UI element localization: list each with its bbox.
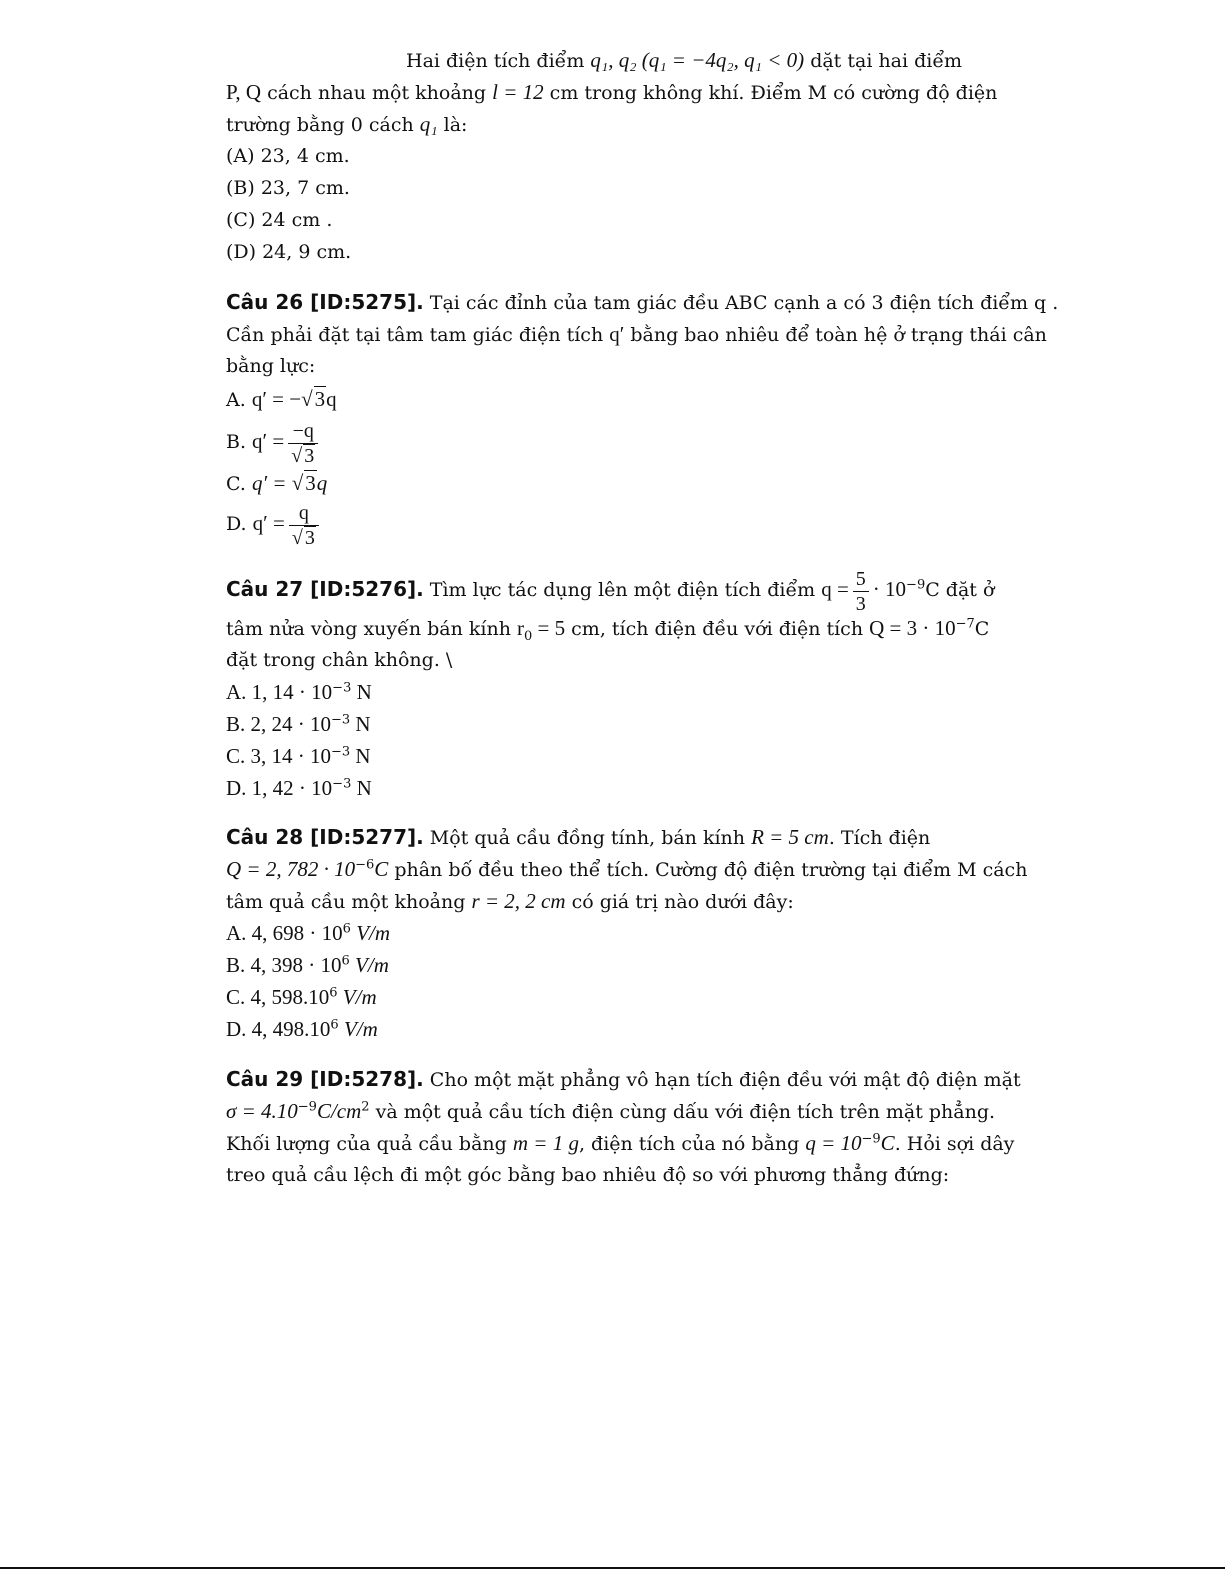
q29-text: Cho một mặt phẳng vô hạn tích điện đều với mật độ điện mặt	[423, 1069, 1021, 1091]
unit: C	[374, 857, 389, 881]
q26-line-2	[226, 320, 1047, 349]
q26-math: q′	[609, 322, 625, 346]
q28-option-d	[226, 1015, 378, 1044]
exponent: −3	[331, 744, 351, 760]
q26-math: q	[326, 387, 337, 411]
unit: N	[350, 744, 371, 768]
q29-math: q = 10	[805, 1131, 862, 1155]
option-label: D.	[226, 513, 253, 535]
q29-text: . Hỏi sợi dây	[894, 1133, 1015, 1155]
q29-line-1	[226, 1065, 1021, 1094]
option-value: B. 2, 24 · 10	[226, 712, 331, 736]
q29-line-2	[226, 1097, 995, 1126]
q26-math: q′ =	[252, 511, 285, 535]
q25-math: q₁	[419, 112, 438, 136]
exponent: −9	[906, 577, 926, 593]
q29-heading: Câu 29 [ID:5278].	[226, 1067, 424, 1091]
unit: C/cm	[316, 1099, 362, 1123]
option-value: C. 4, 598.10	[226, 985, 330, 1009]
fraction-denominator: √ 3	[291, 444, 315, 467]
q28-option-c	[226, 983, 377, 1012]
q27-text: C	[974, 618, 990, 640]
option-value: B. 4, 398 · 10	[226, 953, 342, 977]
option-value: A. 1, 14 · 10	[226, 680, 333, 704]
unit: N	[351, 776, 372, 800]
q28-math: Q = 2, 782 · 10	[226, 857, 356, 881]
q25-math: P, Q	[226, 80, 262, 104]
q27-option-d	[226, 774, 372, 803]
fraction	[288, 419, 318, 468]
q27-math: Q = 3 · 10	[869, 616, 956, 640]
sqrt-radicand: 3	[304, 444, 315, 467]
q25-option-d: (D) 24, 9 cm.	[226, 241, 352, 263]
q27-text: cm, tích điện đều với điện tích	[565, 618, 870, 640]
page-bottom-rule	[0, 1567, 1225, 1569]
option-value: C. 3, 14 · 10	[226, 744, 331, 768]
q29-text: và một quả cầu tích điện cùng dấu với điện tích trên mặt phẳng.	[369, 1101, 996, 1123]
exponent: 6	[330, 1017, 339, 1033]
q27-text: C đặt ở	[925, 579, 995, 601]
q28-line-1	[226, 823, 930, 852]
sqrt-radicand: 3	[314, 387, 326, 411]
fraction	[289, 501, 319, 550]
unit: V/m	[350, 921, 391, 945]
fraction-denominator: √ 3	[291, 526, 315, 549]
q27-option-c	[226, 742, 371, 771]
q26-line-3: bằng lực:	[226, 355, 316, 377]
q26-option-d	[226, 496, 323, 551]
q28-heading: Câu 28 [ID:5277].	[226, 825, 424, 849]
q27-line-3: đặt trong chân không. \	[226, 649, 453, 671]
q29-text: , điện tích của nó bằng	[578, 1133, 806, 1155]
exponent: 6	[329, 985, 338, 1001]
exponent: 6	[342, 921, 351, 937]
q25-line-1	[406, 46, 962, 75]
unit: V/m	[349, 953, 389, 977]
exponent: 6	[341, 953, 350, 969]
q27-line-1	[226, 562, 994, 617]
q25-text: Hai điện tích điểm	[406, 50, 591, 72]
q27-option-b	[226, 710, 371, 739]
q29-line-3	[226, 1129, 1014, 1158]
q25-math: l = 12	[492, 80, 544, 104]
exponent: 2	[361, 1099, 370, 1115]
q26-math: q′ =	[251, 471, 292, 495]
subscript: 0	[524, 628, 533, 644]
unit: C	[880, 1131, 895, 1155]
exponent: −9	[297, 1099, 317, 1115]
q28-option-b	[226, 951, 389, 980]
exponent: −9	[861, 1131, 881, 1147]
exponent: −6	[355, 857, 375, 873]
fraction-denominator: 3	[855, 592, 866, 615]
sqrt-symbol: √3	[301, 387, 326, 411]
q25-text: dặt tại hai điểm	[804, 50, 963, 72]
q25-text: trường bằng 0 cách	[226, 114, 420, 136]
q29-line-4: treo quả cầu lệch đi một góc bằng bao nhiêu độ so với phương thẳng đứng:	[226, 1164, 950, 1186]
q28-text: có giá trị nào dưới đây:	[565, 891, 794, 913]
q27-heading: Câu 27 [ID:5276].	[226, 577, 424, 601]
fraction-numerator: 5	[853, 567, 869, 592]
option-label: B.	[226, 431, 253, 453]
q27-math: q =	[821, 577, 849, 601]
fraction-numerator: −q	[288, 419, 318, 444]
sqrt-radicand: 3	[304, 526, 315, 549]
q25-text: là:	[437, 114, 468, 136]
q28-text: . Tích điện	[828, 827, 931, 849]
unit: V/m	[338, 1017, 378, 1041]
option-label: C.	[226, 473, 252, 495]
q26-text: Tại các đỉnh của tam giác đều ABC cạnh a có 3 điện tích điểm q .	[423, 292, 1059, 314]
q26-option-c	[226, 469, 327, 498]
fraction	[853, 567, 869, 616]
q25-option-b: (B) 23, 7 cm.	[226, 177, 350, 199]
q27-math: = 5	[532, 616, 566, 640]
q25-text: cách nhau một khoảng	[261, 82, 493, 104]
q27-text: Tìm lực tác dụng lên một điện tích điểm	[423, 579, 822, 601]
q26-line-1	[226, 288, 1058, 317]
exponent: −3	[332, 680, 352, 696]
fraction-numerator: q	[289, 501, 319, 526]
option-value: D. 1, 42 · 10	[226, 776, 333, 800]
q26-text: bằng bao nhiêu để toàn hệ ở trạng thái cân	[624, 324, 1047, 346]
q26-math: q	[316, 471, 328, 495]
q25-text: cm trong không khí. Điểm M có cường độ điện	[543, 82, 998, 104]
q27-option-a	[226, 678, 372, 707]
q28-line-3	[226, 887, 794, 916]
option-label: A.	[226, 389, 252, 411]
q28-math: R = 5 cm	[751, 825, 829, 849]
option-value: D. 4, 498.10	[226, 1017, 331, 1041]
q27-text: tâm nửa vòng xuyến bán kính	[226, 618, 517, 640]
q28-text: phân bố đều theo thể tích. Cường độ điện trường tại điểm M cách	[388, 859, 1028, 881]
q27-line-2	[226, 614, 989, 643]
exponent: −7	[955, 616, 975, 632]
q28-line-2	[226, 855, 1027, 884]
unit: N	[350, 712, 371, 736]
q28-text: Một quả cầu đồng tính, bán kính	[423, 827, 752, 849]
sqrt-symbol: √3	[291, 471, 316, 495]
q29-text: Khối lượng của quả cầu bằng	[226, 1133, 513, 1155]
q25-line-2	[226, 78, 997, 107]
q29-math: m = 1 g	[512, 1131, 579, 1155]
q25-line-3	[226, 110, 467, 139]
q27-math: r	[517, 616, 524, 640]
q28-option-a	[226, 919, 390, 948]
option-value: A. 4, 698 · 10	[226, 921, 343, 945]
q28-math: r = 2, 2 cm	[471, 889, 566, 913]
exponent: −3	[331, 712, 351, 728]
q25-option-a: (A) 23, 4 cm.	[226, 145, 350, 167]
exponent: −3	[332, 776, 352, 792]
q29-math: σ = 4.10	[226, 1099, 298, 1123]
q26-option-b	[226, 414, 322, 469]
q26-math: q′ =	[252, 429, 285, 453]
q26-heading: Câu 26 [ID:5275].	[226, 290, 424, 314]
q26-math: q′ = −	[251, 387, 302, 411]
q25-math: q₁, q₂ (q₁ = −4q₂, q₁ < 0)	[590, 48, 805, 72]
unit: V/m	[337, 985, 377, 1009]
q26-option-a	[226, 385, 337, 414]
q26-text: Cần phải đặt tại tâm tam giác điện tích	[226, 324, 610, 346]
sqrt-radicand: 3	[305, 471, 316, 495]
q25-option-c: (C) 24 cm .	[226, 209, 333, 231]
q27-math: · 10	[872, 577, 907, 601]
unit: N	[351, 680, 372, 704]
q28-text: tâm quả cầu một khoảng	[226, 891, 472, 913]
